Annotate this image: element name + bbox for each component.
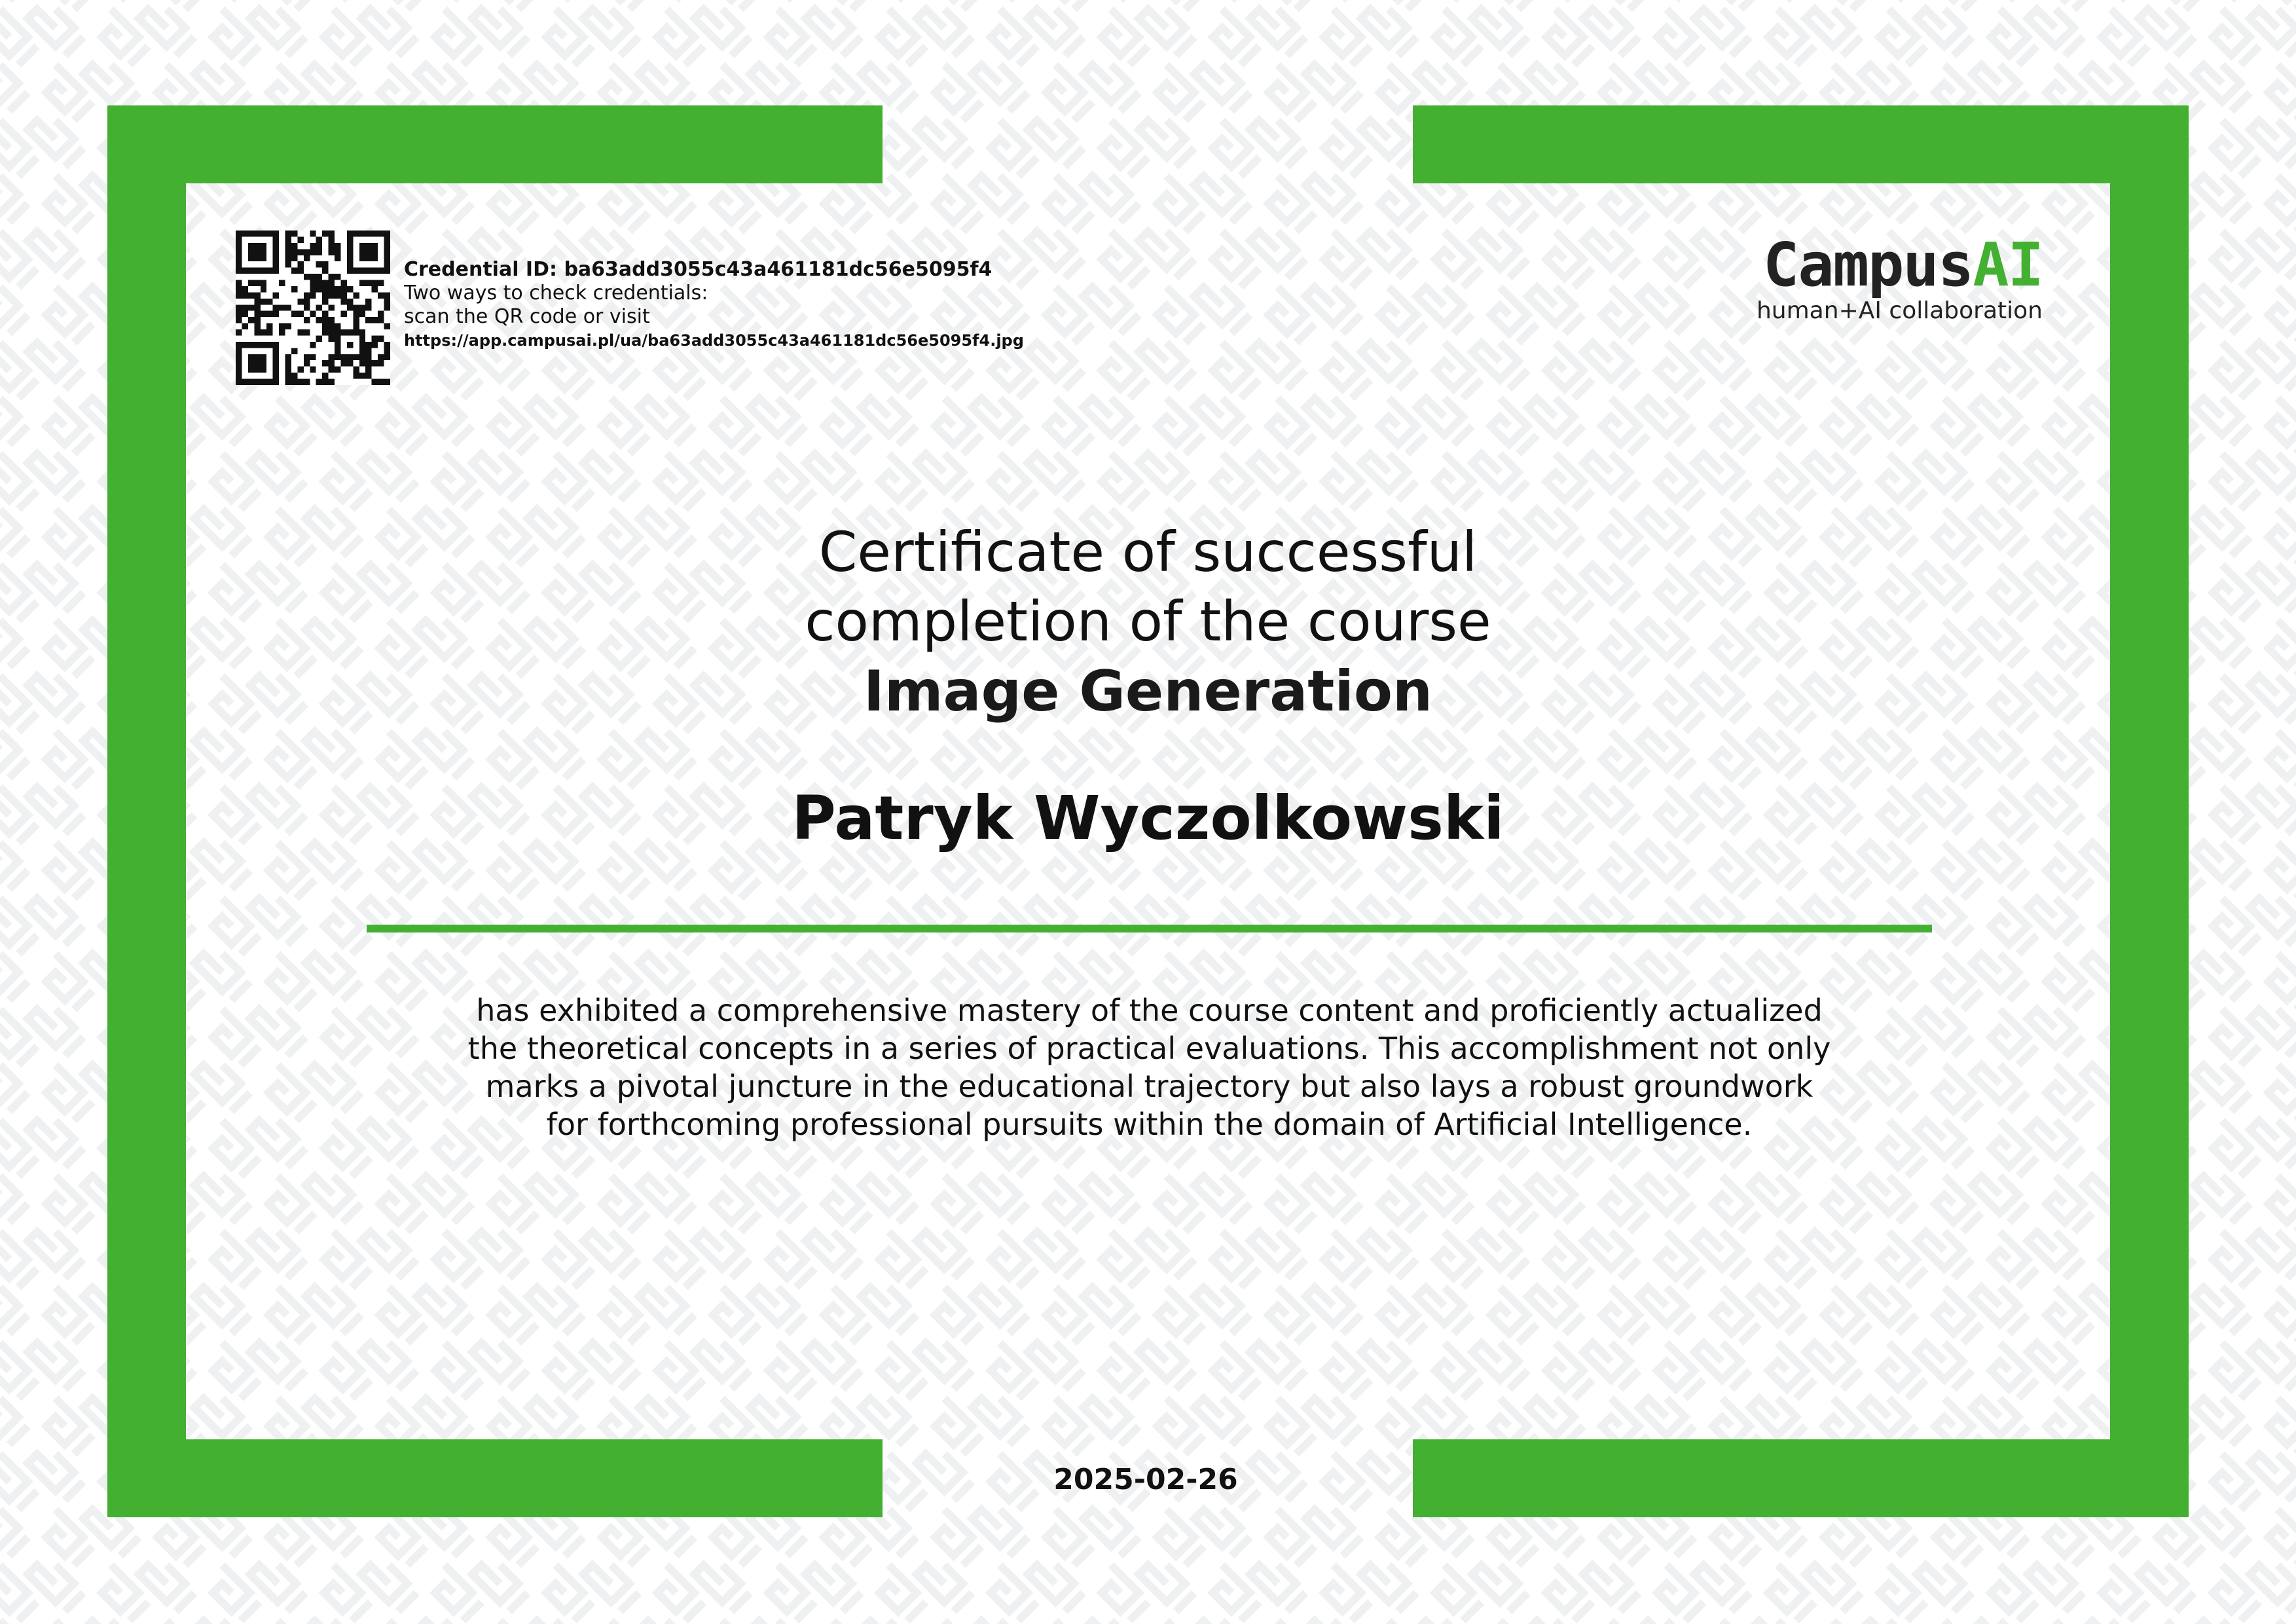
credential-note-line-2: scan the QR code or visit: [404, 305, 650, 328]
frame-top-right: [1413, 105, 2189, 183]
qr-code-icon[interactable]: [236, 231, 390, 385]
certificate-body: [367, 991, 1932, 1143]
divider-line: [367, 925, 1932, 932]
frame-left: [107, 105, 186, 1517]
campusai-logo: [1735, 232, 2043, 324]
body-line-2: the theoretical concepts in a series of practical evaluations. This accomplishment not only: [467, 1031, 1831, 1066]
frame-right: [2110, 105, 2189, 1517]
credential-url-link[interactable]: https://app.campusai.pl/ua/ba63add3055c43a461181dc56e5095f4.jpg: [404, 331, 1024, 350]
issue-date: 2025-02-26: [1053, 1463, 1238, 1496]
frame-bottom-right: [1413, 1439, 2189, 1517]
certificate-title: [458, 517, 1838, 727]
logo-tagline: human+AI collaboration: [1756, 297, 2043, 324]
title-line-1: Certificate of successful: [818, 520, 1478, 584]
credential-note-line-1: Two ways to check credentials:: [404, 282, 708, 304]
logo-word-ai: AI: [1973, 230, 2043, 300]
frame-top-left: [107, 105, 883, 183]
body-line-1: has exhibited a comprehensive mastery of the course content and proficiently actualized: [476, 993, 1823, 1028]
logo-word-campus: Campus: [1762, 230, 1973, 300]
body-line-4: for forthcoming professional pursuits within the domain of Artificial Intelligence.: [546, 1107, 1753, 1142]
title-line-2: completion of the course: [805, 589, 1491, 654]
logo-wordmark: [1735, 232, 2043, 298]
body-line-3: marks a pivotal juncture in the educational trajectory but also lays a robust groundwork: [485, 1069, 1813, 1104]
credential-id: Credential ID: ba63add3055c43a461181dc56e5095f4: [404, 258, 993, 281]
frame-bottom-left: [107, 1439, 883, 1517]
credential-info: [404, 258, 1124, 352]
course-name: Image Generation: [863, 659, 1433, 724]
recipient-name: Patryk Wyczolkowski: [792, 783, 1504, 853]
